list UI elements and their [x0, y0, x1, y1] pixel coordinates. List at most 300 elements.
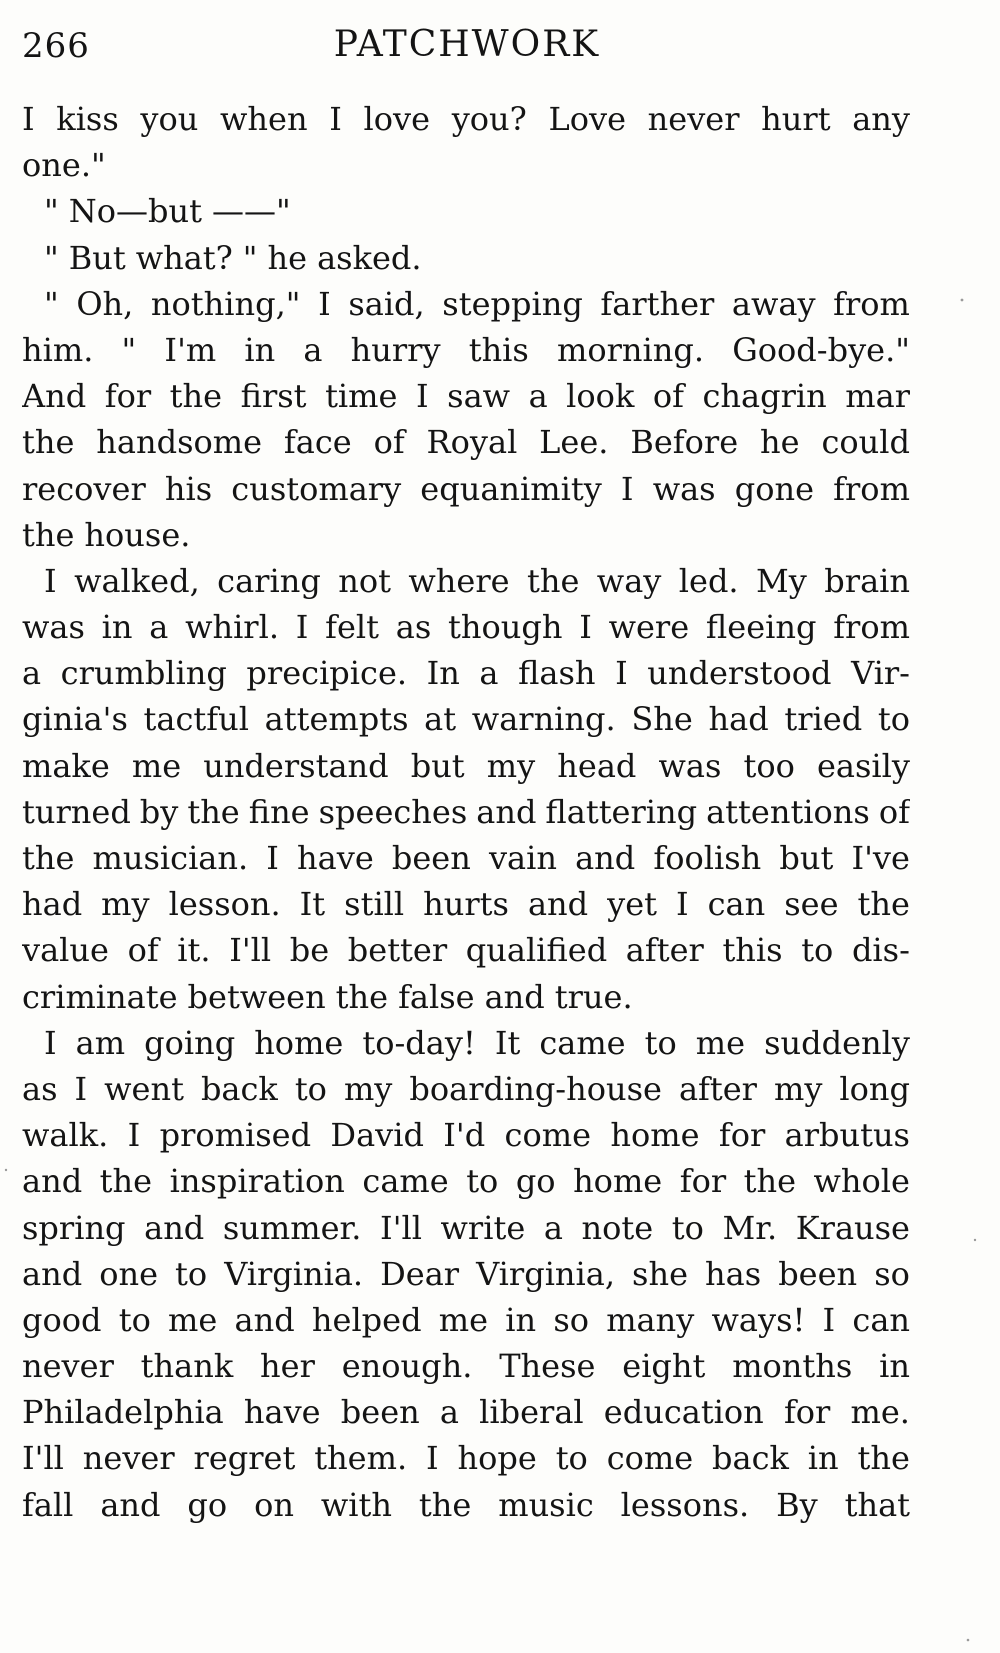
word: These	[499, 1347, 596, 1386]
text-line	[22, 96, 910, 142]
word: them.	[314, 1439, 408, 1478]
text-line	[22, 927, 910, 973]
word: back	[712, 1439, 789, 1478]
word: eight	[622, 1347, 706, 1386]
word: one	[99, 1254, 159, 1293]
word: can	[852, 1300, 910, 1339]
word: a	[303, 330, 323, 369]
word: as	[395, 608, 432, 647]
word: came	[362, 1162, 449, 1201]
word: me	[131, 746, 182, 785]
word: I'll	[22, 1439, 64, 1478]
word: for	[783, 1393, 831, 1432]
word: "	[121, 330, 137, 369]
word: walked,	[74, 561, 200, 600]
word: true.	[554, 977, 633, 1016]
word: never	[82, 1439, 175, 1478]
word: for	[104, 377, 152, 416]
word: foolish	[653, 839, 762, 877]
text-line	[22, 835, 910, 881]
word: it.	[177, 931, 211, 970]
word: No—but	[68, 192, 202, 231]
word: It	[299, 885, 326, 924]
word: her	[260, 1347, 315, 1386]
word: any	[852, 100, 910, 138]
word: a	[543, 1208, 563, 1247]
word: away	[731, 284, 816, 323]
word: speeches	[318, 792, 468, 831]
text-line	[22, 1158, 910, 1204]
word: way	[596, 561, 662, 600]
word: value	[22, 931, 109, 970]
word: asked.	[317, 238, 422, 277]
word: nothing,"	[150, 284, 301, 323]
word: long	[839, 1069, 910, 1108]
word: fine	[248, 792, 310, 831]
word: see	[784, 885, 839, 924]
word: dis-	[851, 931, 910, 970]
word: been	[391, 839, 471, 877]
word: of	[373, 423, 405, 462]
word: go	[515, 1162, 556, 1201]
word: music	[498, 1485, 594, 1524]
word: and	[527, 885, 589, 924]
word: a	[528, 377, 548, 416]
text-line	[22, 466, 910, 512]
word: and	[144, 1208, 205, 1247]
word: equanimity	[420, 469, 602, 508]
word: this	[468, 330, 529, 369]
word: head	[557, 746, 637, 785]
word: of	[878, 792, 910, 831]
word: Philadelphia	[22, 1393, 224, 1432]
word: by	[139, 792, 179, 831]
text-line	[22, 1112, 910, 1158]
text-line	[22, 512, 910, 558]
word: I	[295, 608, 309, 647]
word: she	[632, 1254, 689, 1293]
word: to	[294, 1069, 327, 1108]
word: tried	[784, 700, 863, 739]
word: where	[408, 561, 510, 600]
word: By	[776, 1485, 818, 1524]
word: after	[678, 1069, 757, 1108]
word: look	[566, 377, 635, 416]
word: the	[335, 977, 389, 1016]
text-line	[22, 696, 910, 742]
word: I	[415, 377, 429, 416]
word: one."	[22, 146, 106, 185]
word: the	[169, 377, 223, 416]
word: I'm	[164, 330, 217, 369]
word: spring	[22, 1208, 126, 1247]
word: "	[44, 192, 59, 231]
scan-speck	[5, 1169, 7, 1171]
text-line	[22, 1020, 910, 1066]
word: I	[822, 1300, 836, 1339]
word: had	[22, 885, 83, 924]
word: home	[610, 1116, 700, 1155]
word: you?	[451, 100, 527, 138]
word: for	[718, 1116, 766, 1155]
word: I'll	[380, 1208, 422, 1247]
word: Good-bye."	[732, 330, 910, 369]
word: I	[266, 839, 279, 877]
word: lesson.	[168, 885, 281, 924]
word: criminate	[22, 977, 178, 1016]
word: suddenly	[764, 1023, 910, 1062]
word: to-day!	[362, 1023, 476, 1062]
word: precipice.	[246, 654, 408, 693]
word: to	[671, 1208, 704, 1247]
scan-speck	[961, 299, 964, 302]
word: time	[325, 377, 398, 416]
word: me.	[850, 1393, 910, 1432]
word: home	[254, 1023, 344, 1062]
word: summer.	[222, 1208, 362, 1247]
word: attempts	[264, 700, 409, 739]
word: as	[22, 1069, 58, 1108]
word: In	[426, 654, 460, 693]
word: morning.	[557, 330, 705, 369]
text-line	[22, 1297, 910, 1343]
text-line	[22, 1389, 910, 1435]
word: understood	[647, 654, 832, 693]
word: note	[581, 1208, 654, 1247]
page-number: 266	[22, 26, 90, 66]
word: I'd	[443, 1116, 486, 1155]
word: going	[144, 1023, 236, 1062]
word: turned	[22, 792, 131, 831]
text-line	[22, 373, 910, 419]
word: false	[398, 977, 475, 1016]
word: saw	[447, 377, 511, 416]
word: after	[625, 931, 704, 970]
word: liberal	[479, 1393, 584, 1432]
word: Love	[548, 100, 626, 138]
word: the	[22, 515, 75, 554]
text-line	[22, 1482, 910, 1528]
word: inspiration	[169, 1162, 345, 1201]
word: I	[318, 284, 331, 323]
word: back	[200, 1069, 278, 1108]
text-line	[22, 281, 910, 327]
text-line	[22, 789, 910, 835]
word: a	[479, 654, 499, 693]
word: my	[343, 1069, 393, 1108]
word: many	[606, 1300, 695, 1339]
word: of	[652, 377, 684, 416]
word: Virginia.	[224, 1254, 364, 1293]
word: you	[140, 100, 199, 138]
word: and	[476, 792, 537, 831]
word: easily	[816, 746, 910, 785]
word: went	[104, 1069, 184, 1108]
word: was	[652, 469, 716, 508]
word: hurts	[423, 885, 509, 924]
word: to	[555, 1439, 588, 1478]
word: from	[833, 469, 910, 508]
word: and	[22, 1254, 83, 1293]
word: attentions	[706, 792, 870, 831]
word: the	[857, 885, 910, 924]
word: me	[168, 1300, 218, 1339]
word: love	[363, 100, 431, 138]
word: stepping	[442, 284, 583, 323]
word: at	[424, 700, 457, 739]
word: come	[504, 1116, 592, 1155]
word: but	[410, 746, 465, 785]
word: to	[466, 1162, 499, 1201]
word: have	[243, 1393, 321, 1432]
word: were	[608, 608, 690, 647]
word: but	[779, 839, 834, 877]
word: I	[675, 885, 689, 924]
word: promised	[159, 1116, 312, 1155]
word: the	[743, 1162, 797, 1201]
word: education	[603, 1393, 764, 1432]
word: a	[149, 608, 169, 647]
word: on	[254, 1485, 294, 1524]
word: Vir-	[851, 654, 910, 693]
word: flattering	[545, 792, 698, 831]
word: make	[22, 746, 110, 785]
word: boarding-house	[409, 1069, 662, 1108]
word: with	[320, 1485, 392, 1524]
text-line	[22, 419, 910, 465]
text-line	[22, 743, 910, 789]
word: And	[22, 377, 87, 416]
word: my	[773, 1069, 823, 1108]
word: though	[448, 608, 563, 647]
word: months	[732, 1347, 853, 1386]
word: his	[164, 469, 213, 508]
word: flash	[518, 654, 596, 693]
word: I	[615, 654, 628, 693]
word: warning.	[471, 700, 616, 739]
text-line	[22, 1435, 910, 1481]
word: in	[505, 1300, 537, 1339]
word: was	[658, 746, 722, 785]
word: of	[127, 931, 159, 970]
word: yet	[607, 885, 657, 924]
word: helped	[311, 1300, 422, 1339]
page-header	[22, 18, 912, 78]
word: better	[347, 931, 448, 970]
word: so	[874, 1254, 910, 1293]
text-line	[22, 558, 910, 604]
word: and	[22, 1162, 83, 1201]
word: me	[438, 1300, 489, 1339]
word: to	[877, 700, 910, 739]
word: I	[329, 100, 342, 138]
word: I	[74, 1069, 88, 1108]
word: him.	[22, 330, 94, 369]
text-line	[22, 1343, 910, 1389]
word: and	[575, 839, 636, 877]
word: I	[22, 100, 35, 138]
word: regret	[193, 1439, 296, 1478]
word: vain	[488, 839, 557, 877]
word: walk.	[22, 1116, 109, 1155]
word: David	[330, 1116, 424, 1155]
word: handsome	[96, 423, 263, 462]
text-line	[22, 1066, 910, 1112]
word: felt	[325, 608, 380, 647]
word: came	[539, 1023, 626, 1062]
word: the	[99, 1162, 153, 1201]
word: to	[118, 1300, 151, 1339]
text-line	[22, 881, 910, 927]
word: I	[44, 561, 57, 600]
word: ginia's	[22, 700, 128, 739]
word: enough.	[341, 1347, 473, 1386]
word: between	[187, 977, 326, 1016]
word: Oh,	[76, 284, 134, 323]
word: lessons.	[620, 1485, 750, 1524]
text-line	[22, 142, 910, 188]
word: whirl.	[185, 608, 279, 647]
word: from	[833, 608, 910, 647]
text-line	[22, 1251, 910, 1297]
word: I	[127, 1116, 141, 1155]
word: I	[620, 469, 634, 508]
word: in	[879, 1347, 910, 1386]
word: from	[833, 284, 910, 323]
word: too	[743, 746, 795, 785]
word: been	[778, 1254, 858, 1293]
word: when	[220, 100, 308, 138]
word: he	[760, 423, 800, 462]
word: I'll	[229, 931, 272, 970]
word: the	[857, 1439, 910, 1478]
word: never	[22, 1347, 114, 1386]
word: kiss	[56, 100, 119, 138]
word: house.	[84, 515, 191, 554]
word: still	[344, 885, 405, 924]
word: ways!	[711, 1300, 806, 1339]
word: It	[494, 1023, 521, 1062]
word: mar	[845, 377, 910, 416]
word: Krause	[795, 1208, 910, 1247]
word: can	[707, 885, 766, 924]
word: I	[44, 1023, 57, 1062]
word: be	[289, 931, 330, 970]
word: what?	[135, 238, 233, 277]
word: and	[484, 977, 545, 1016]
word: said,	[348, 284, 425, 323]
word: Before	[630, 423, 739, 462]
word: been	[340, 1393, 420, 1432]
word: tactful	[143, 700, 249, 739]
word: write	[440, 1208, 526, 1247]
word: the	[22, 839, 75, 877]
word: hurt	[761, 100, 831, 138]
body-text	[22, 96, 910, 1528]
word: for	[679, 1162, 727, 1201]
word: that	[844, 1485, 910, 1524]
scan-speck	[967, 1639, 970, 1642]
word: me	[695, 1023, 746, 1062]
word: good	[22, 1300, 102, 1339]
word: hurry	[350, 330, 441, 369]
word: the	[526, 561, 580, 600]
word: fleeing	[705, 608, 817, 647]
word: the	[187, 792, 240, 831]
word: not	[338, 561, 391, 600]
text-line	[22, 188, 910, 234]
text-line	[22, 1205, 910, 1251]
word: ——"	[211, 192, 291, 231]
word: to	[644, 1023, 677, 1062]
word: face	[283, 423, 352, 462]
word: my	[486, 746, 536, 785]
word: a	[439, 1393, 459, 1432]
word: customary	[231, 469, 402, 508]
word: to	[801, 931, 834, 970]
word: home	[573, 1162, 663, 1201]
word: first	[240, 377, 307, 416]
word: Virginia,	[476, 1254, 616, 1293]
word: chagrin	[702, 377, 827, 416]
word: arbutus	[784, 1116, 910, 1155]
word: never	[647, 100, 740, 138]
word: fall	[22, 1485, 74, 1524]
word: come	[606, 1439, 694, 1478]
word: She	[631, 700, 693, 739]
word: farther	[600, 284, 715, 323]
word: hope	[457, 1439, 537, 1478]
word: My	[756, 561, 807, 600]
word: "	[44, 284, 59, 323]
word: Royal	[426, 423, 518, 462]
word: I	[426, 1439, 439, 1478]
word: this	[722, 931, 783, 970]
word: whole	[813, 1162, 910, 1201]
word: to	[175, 1254, 208, 1293]
word: But	[68, 238, 126, 277]
word: Dear	[380, 1254, 460, 1293]
word: was	[22, 608, 85, 647]
word: I	[579, 608, 592, 647]
word: a	[22, 654, 42, 693]
word: crumbling	[60, 654, 227, 693]
word: could	[821, 423, 910, 462]
word: the	[22, 423, 75, 462]
word: led.	[678, 561, 739, 600]
word: brain	[824, 561, 910, 600]
scan-speck	[974, 1239, 976, 1241]
word: he	[267, 238, 308, 277]
word: has	[705, 1254, 762, 1293]
word: in	[244, 330, 276, 369]
text-line	[22, 235, 910, 281]
word: had	[708, 700, 769, 739]
word: caring	[217, 561, 321, 600]
word: go	[187, 1485, 228, 1524]
word: thank	[140, 1347, 234, 1386]
word: and	[234, 1300, 295, 1339]
word: recover	[22, 469, 146, 508]
text-line	[22, 604, 910, 650]
word: understand	[203, 746, 389, 785]
running-title: PATCHWORK	[333, 24, 601, 65]
text-line	[22, 650, 910, 696]
word: musician.	[92, 839, 249, 877]
text-line	[22, 974, 910, 1020]
word: have	[297, 839, 374, 877]
word: Mr.	[722, 1208, 778, 1247]
